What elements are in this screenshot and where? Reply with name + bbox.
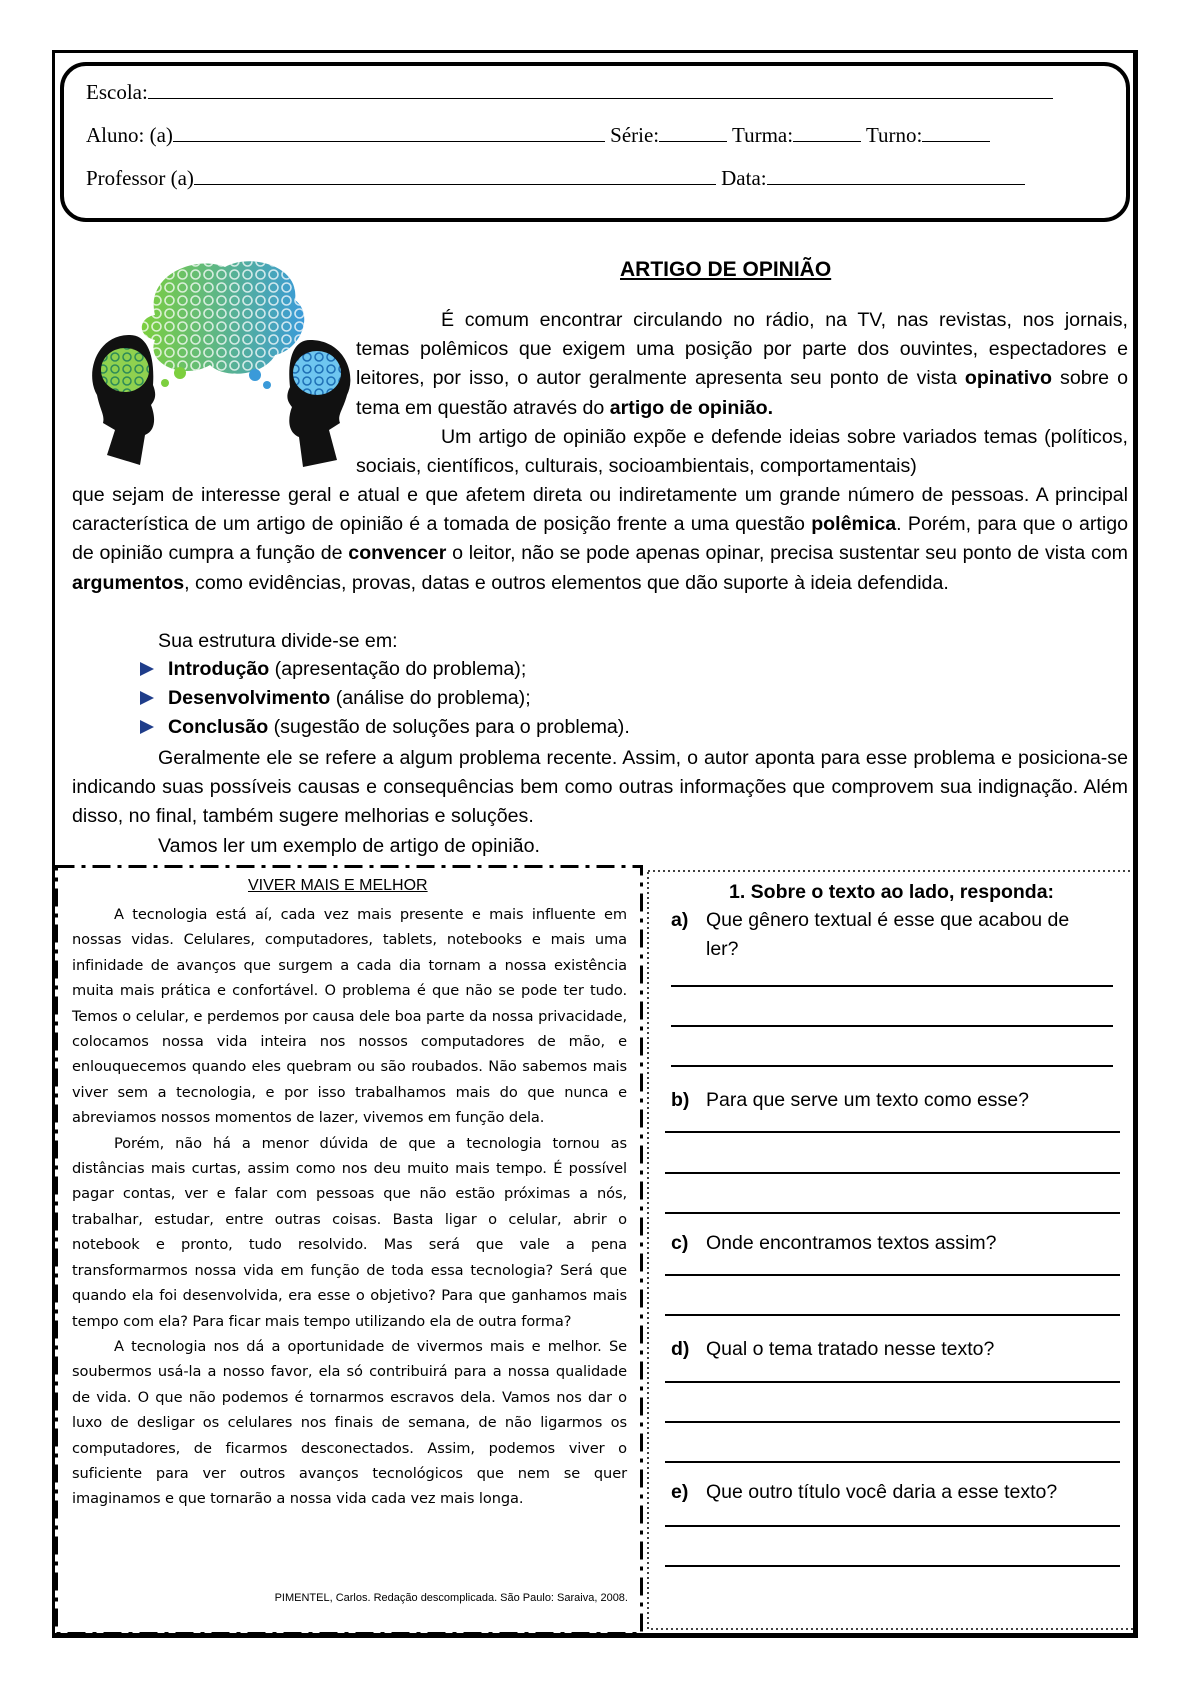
question-letter: e): [671, 1481, 689, 1503]
question-letter: d): [671, 1338, 690, 1360]
turno-label: Turno:: [865, 123, 923, 147]
structure-term: Conclusão: [168, 716, 269, 738]
structure-intro: Sua estrutura divide-se em:: [158, 630, 398, 652]
answer-line[interactable]: [665, 1212, 1120, 1214]
p1-bold-opinativo: opinativo: [964, 367, 1053, 390]
serie-label: Série:: [610, 123, 660, 147]
page-title: ARTIGO DE OPINIÃO: [620, 258, 832, 281]
questions-heading: 1. Sobre o texto ao lado, responda:: [729, 881, 1055, 903]
p3-text: Geralmente ele se refere a algum problema recente. Assim, o autor aponta para esse problema e posiciona-se indicando suas possíveis causas e consequências bem como outras informações que comprovem sua indignação. Além disso, no final, também sugere melhorias e soluções.: [72, 747, 1128, 828]
article-paragraph: A tecnologia está aí, cada vez mais presente e mais influente em nossas vidas. Celulares, computadores, tablets, notebooks e mais uma infinidade de avanços que surgem a cada dia tornam a nossa existência muita mais prática e confortável. O problema é que não se pode ter tudo. Temos o celular, e perdemos por causa dele boa parte da nossa privacidade, colocamos nossa vida inteira nos nossos computadores de mão, e enlouquecemos quando eles quebram ou são roubados. Não sabemos mais viver sem a tecnologia, e por isso trabalhamos mais do que nunca e abreviamos nossos momentos de lazer, vivemos em função dela.: [72, 906, 627, 1127]
p1-text-b: sobre o tema em questão através do: [356, 367, 1128, 419]
answer-line[interactable]: [671, 1065, 1113, 1067]
article-source: PIMENTEL, Carlos. Redação descomplicada. São Paulo: Saraiva, 2008.: [274, 1592, 628, 1604]
p1-text-a: É comum encontrar circulando no rádio, na TV, nas revistas, nos jornais, temas polêmicos que exigem uma posição por parte dos ouvintes, espectadores e leitores, por isso, o autor geralmente apresenta seu ponto de vista: [356, 309, 1128, 390]
escola-row: [86, 80, 1053, 105]
p2-bold-polemica: polêmica: [811, 513, 897, 536]
structure-desc: (apresentação do problema);: [269, 658, 527, 680]
turma-label: Turma:: [732, 123, 794, 147]
answer-line[interactable]: [665, 1381, 1120, 1383]
article-body: [72, 902, 627, 1512]
professor-label: Professor (a): [86, 166, 194, 190]
turno-field[interactable]: [922, 123, 990, 142]
answer-line[interactable]: [665, 1314, 1120, 1316]
p2-top: Um artigo de opinião expõe e defende ideias sobre variados temas (políticos, sociais, científicos, culturais, socioambientais, comportamentais): [356, 425, 1128, 478]
structure-term: Desenvolvimento: [168, 687, 331, 709]
intro-paragraph-1: [356, 306, 1128, 481]
intro-paragraph-2: [72, 481, 1128, 598]
serie-field[interactable]: [659, 123, 727, 142]
p2-bold-convencer: convencer: [348, 542, 447, 565]
structure-item: [140, 716, 630, 739]
structure-term: Introdução: [168, 658, 270, 680]
aluno-label: Aluno: (a): [86, 123, 173, 147]
article-paragraph: A tecnologia nos dá a oportunidade de vivermos mais e melhor. Se soubermos usá-la a nosso favor, ela só contribuirá para a nossa qualidade de vida. O que não podemos é tornarmos escravos dela. Vamos nos dar o luxo de desligar os celulares nos finais de semana, de não ligarmos os computadores, de ficarmos desconectados. Assim, podemos viver o suficiente para ver outros avanços tecnológicos que nem se quer imaginamos e que tornarão a nossa vida cada vez mais longa.: [72, 1337, 627, 1508]
p1-bold-artigo: artigo de opinião.: [609, 396, 774, 419]
question-text: Que gênero textual é esse que acabou de: [706, 909, 1070, 931]
professor-row: [86, 166, 1025, 191]
question-text: Qual o tema tratado nesse texto?: [706, 1338, 995, 1360]
triangle-bullet-icon: [140, 662, 154, 676]
question-text-cont: ler?: [706, 938, 739, 960]
question-d: [671, 1335, 994, 1364]
structure-item: [140, 687, 531, 710]
intro-paragraph-3: [72, 744, 1128, 861]
question-text: Onde encontramos textos assim?: [706, 1232, 997, 1254]
p2-text-a: que sejam de interesse geral e atual e que afetem direta ou indiretamente um grande número de pessoas. A principal característica de um artigo de opinião é a tomada de posição frente a uma questão: [72, 484, 1128, 536]
p2-text-b: . Porém, para que o artigo de opinião cumpra a função de: [72, 513, 1129, 565]
triangle-bullet-icon: [140, 720, 154, 734]
article-paragraph: Porém, não há a menor dúvida de que a tecnologia tornou as distâncias mais curtas, assim como nos deu muito mais tempo. É possível pagar contas, ver e falar com pessoas que não estão próximas a nós, trabalhar, estudar, entre outras coisas. Basta ligar o celular, abrir o notebook e pronto, tudo resolvido. Mas será que vale a pena transformarmos nossa vida em função de toda essa tecnologia? Será que quando ela foi desenvolvida, era esse o objetivo? Para que ganhamos mais tempo com ela? Para ficar mais tempo utilizando ela de outra forma?: [72, 1134, 627, 1330]
structure-desc: (análise do problema);: [330, 687, 531, 709]
structure-item: [140, 658, 526, 681]
question-a: [671, 906, 1069, 964]
answer-line[interactable]: [665, 1131, 1120, 1133]
escola-label: Escola:: [86, 80, 148, 104]
p2-text-d: , como evidências, provas, datas e outros elementos que dão suporte à ideia defendida.: [184, 571, 949, 594]
data-field[interactable]: [767, 166, 1025, 185]
question-letter: c): [671, 1232, 689, 1254]
answer-line[interactable]: [665, 1461, 1120, 1463]
question-c: [671, 1229, 996, 1258]
answer-line[interactable]: [671, 985, 1113, 987]
question-e: [671, 1478, 1057, 1507]
p2-text-c: o leitor, não se pode apenas opinar, precisa sustentar seu ponto de vista com: [446, 542, 1128, 565]
article-title: VIVER MAIS E MELHOR: [248, 877, 428, 894]
p2-bold-argumentos: argumentos: [72, 571, 185, 594]
answer-line[interactable]: [665, 1565, 1120, 1567]
question-b: [671, 1086, 1029, 1115]
question-text: Que outro título você daria a esse texto?: [706, 1481, 1058, 1503]
answer-line[interactable]: [665, 1421, 1120, 1423]
answer-line[interactable]: [665, 1525, 1120, 1527]
escola-field[interactable]: [148, 80, 1053, 99]
conversation-illustration: [85, 255, 355, 470]
answer-line[interactable]: [665, 1172, 1120, 1174]
answer-line[interactable]: [671, 1025, 1113, 1027]
question-letter: a): [671, 909, 689, 931]
question-letter: b): [671, 1089, 690, 1111]
p4-text: Vamos ler um exemplo de artigo de opinião.: [158, 834, 540, 857]
question-text: Para que serve um texto como esse?: [706, 1089, 1029, 1111]
triangle-bullet-icon: [140, 691, 154, 705]
turma-field[interactable]: [793, 123, 861, 142]
data-label: Data:: [721, 166, 767, 190]
aluno-field[interactable]: [173, 123, 605, 142]
structure-desc: (sugestão de soluções para o problema).: [268, 716, 630, 738]
aluno-row: [86, 123, 990, 148]
professor-field[interactable]: [194, 166, 716, 185]
answer-line[interactable]: [665, 1274, 1120, 1276]
